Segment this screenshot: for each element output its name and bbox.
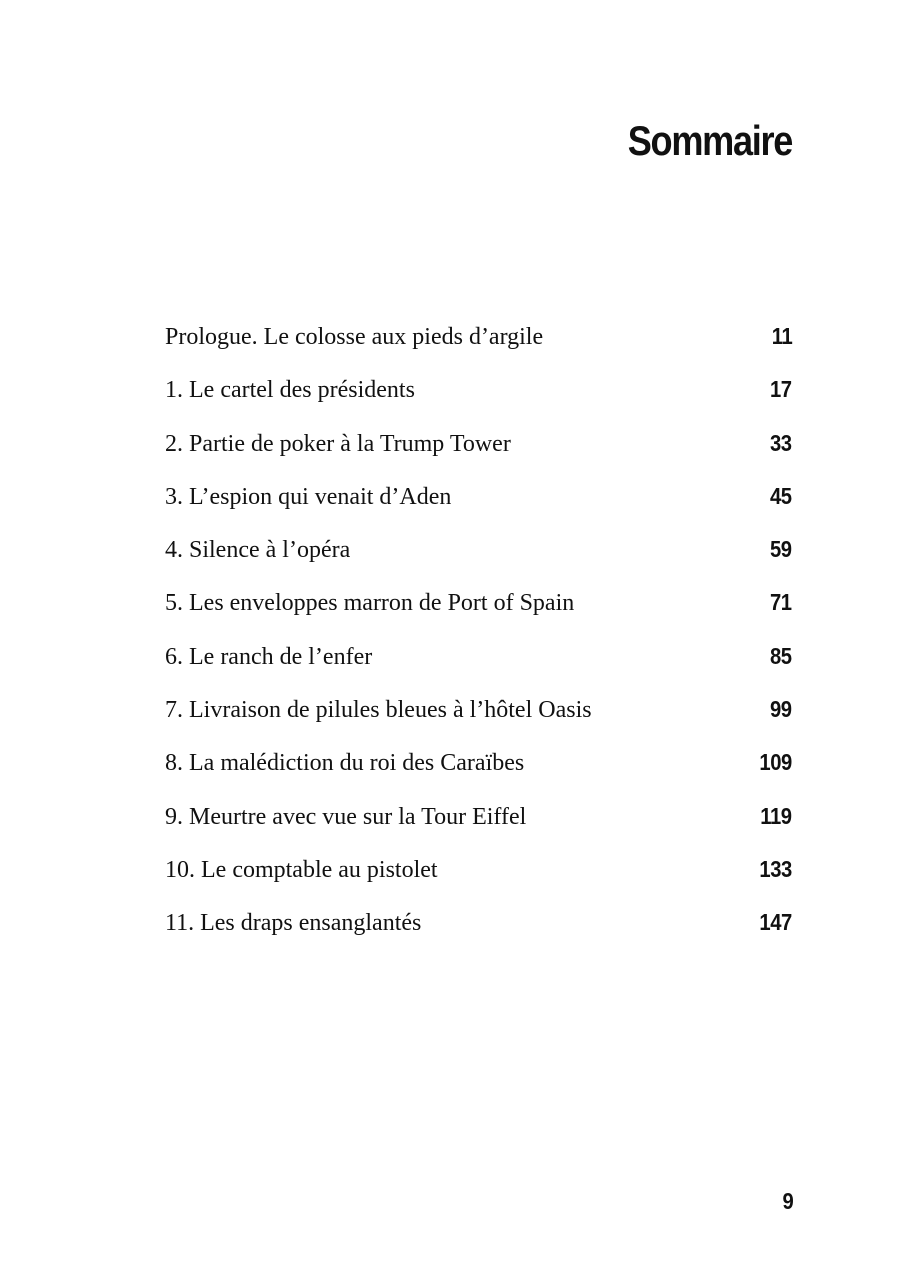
- toc-entry-page: 45: [770, 482, 792, 509]
- toc-entry-page: 99: [770, 696, 792, 723]
- toc-entry: [165, 369, 792, 422]
- toc-entry-title: 8. La malédiction du roi des Caraïbes: [165, 750, 525, 777]
- toc-entry-page: 147: [759, 909, 792, 936]
- toc-entry: [165, 636, 792, 689]
- toc-entry-page: 11: [771, 323, 792, 349]
- toc-entry: [165, 742, 792, 795]
- page-title: Sommaire: [627, 117, 792, 164]
- toc-entry-page: 33: [770, 429, 792, 456]
- toc-entry: [165, 902, 792, 955]
- toc-entry-page: 85: [770, 642, 792, 669]
- toc-entry: [165, 316, 792, 369]
- toc-entry-title: 9. Meurtre avec vue sur la Tour Eiffel: [165, 803, 527, 830]
- toc-entry-page: 59: [770, 536, 792, 563]
- toc-entry-page: 133: [759, 855, 792, 882]
- toc-entry-title: 4. Silence à l’opéra: [165, 537, 351, 564]
- toc-entry: [165, 849, 792, 902]
- toc-entry-title: 2. Partie de poker à la Trump Tower: [165, 430, 511, 457]
- toc-entry: [165, 476, 792, 529]
- toc-entry: [165, 529, 792, 582]
- toc-entry: [165, 796, 792, 849]
- toc-entry-page: 71: [770, 589, 792, 616]
- toc-entry: [165, 689, 792, 742]
- toc-entry-page: 17: [770, 376, 792, 403]
- toc-entry-page: 119: [760, 802, 792, 829]
- toc-entry-title: 11. Les draps ensanglantés: [165, 910, 422, 937]
- toc-entry-page: 109: [759, 749, 792, 776]
- page-number: 9: [782, 1188, 794, 1214]
- table-of-contents: [165, 316, 792, 956]
- toc-entry-title: Prologue. Le colosse aux pieds d’argile: [165, 324, 544, 350]
- toc-entry-title: 6. Le ranch de l’enfer: [165, 643, 373, 670]
- toc-entry: [165, 423, 792, 476]
- toc-entry: [165, 582, 792, 635]
- toc-entry-title: 1. Le cartel des présidents: [165, 377, 415, 404]
- toc-entry-title: 10. Le comptable au pistolet: [165, 856, 438, 883]
- toc-entry-title: 7. Livraison de pilules bleues à l’hôtel Oasis: [165, 697, 592, 724]
- toc-entry-title: 3. L’espion qui venait d’Aden: [165, 483, 452, 510]
- toc-entry-title: 5. Les enveloppes marron de Port of Spain: [165, 590, 575, 617]
